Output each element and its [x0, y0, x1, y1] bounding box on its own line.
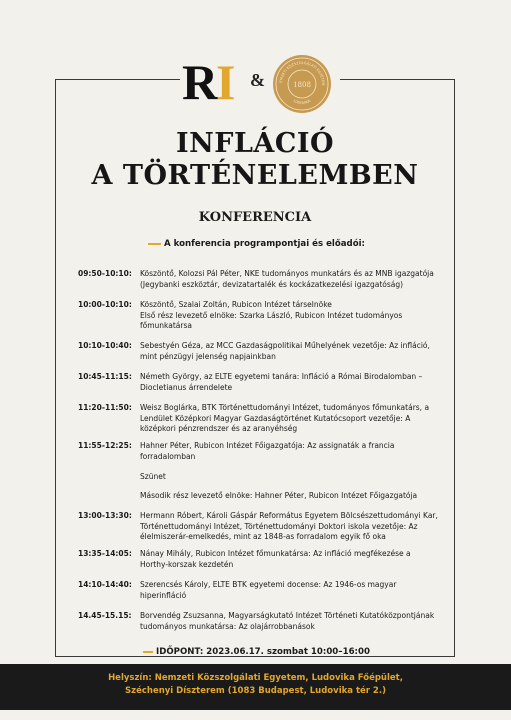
program-description-line: (Jegybanki eszköztár, devizatartalék és kockázatkezelési igazgatóság) [140, 279, 404, 289]
program-description-line: Köszöntő, Kolozsi Pál Péter, NKE tudományos munkatárs és az MNB igazgatója [140, 269, 434, 278]
program-description-line: élelmiszerár-emelkedés, mint az 1848-as forradalom egyik fő oka [140, 532, 386, 542]
program-description-line: Második rész levezető elnöke: Hahner Péter, Rubicon Intézet Főigazgatója [140, 491, 418, 500]
rubicon-logo-i: I [216, 54, 236, 110]
program-time: 10:10-10:40: [78, 341, 132, 350]
seal-center-text: 1808 [293, 81, 311, 89]
rubicon-logo-r: R [182, 54, 219, 110]
subtitle: KONFERENCIA [198, 210, 312, 225]
program-description-line: Első rész levezető elnöke: Szarka László, Rubicon Intézet tudományos [140, 310, 403, 320]
program-description-line: Szünet [140, 472, 166, 481]
venue-line-1: Helyszín: Nemzeti Közszolgálati Egyetem, Ludovika Főépület, [108, 673, 403, 683]
program-time: 09:50-10:10: [78, 269, 132, 278]
program-description-line: Nánay Mihály, Rubicon Intézet főmunkatársa: Az infláció megfékezése a [140, 549, 411, 558]
ampersand: & [250, 70, 265, 90]
program-intro [55, 239, 455, 249]
program-description [140, 441, 446, 462]
program-time: 14:10-14:40: [78, 580, 132, 589]
program-description [140, 269, 446, 290]
program-description-line: forradalomban [140, 451, 196, 461]
program-description-line: mint pénzügyi jelenség napjainkban [140, 351, 276, 361]
title-line-1: INFLÁCIÓ [175, 128, 335, 159]
logo-row [180, 52, 340, 114]
program-description-line: tudományos munkatársa: Az olajárrobbanások [140, 621, 315, 631]
program-description [140, 511, 446, 543]
program-description [140, 611, 446, 632]
program-intro-text: A konferencia programpontjai és előadói: [164, 239, 365, 249]
event-datetime-text: IDŐPONT: 2023.06.17. szombat 10:00–16:00 [156, 647, 370, 657]
accent-dash-icon [143, 651, 153, 653]
program-description-line: Weisz Boglárka, BTK Történettudományi Intézet, tudományos főmunkatárs, a [140, 403, 430, 412]
program-description-line: Köszöntő, Szalai Zoltán, Rubicon Intézet társelnöke [140, 300, 332, 309]
program-description-line: Hahner Péter, Rubicon Intézet Főigazgatója: Az assignaták a francia [140, 441, 395, 450]
program-description-line: Németh György, az ELTE egyetemi tanára: Infláció a Római Birodalomban – [140, 372, 423, 381]
title-line-2: A TÖRTÉNELEMBEN [91, 160, 419, 191]
program-description-line: Diocletianus árrendelete [140, 382, 233, 392]
venue-line-2: Széchenyi Díszterem (1083 Budapest, Ludovika tér 2.) [125, 686, 386, 696]
nke-seal-icon [272, 54, 332, 114]
program-time: 10:45-11:15: [78, 372, 132, 381]
program-description-line: főmunkatársa [140, 321, 192, 331]
program-time: 11:55-12:25: [78, 441, 132, 450]
venue-footer [0, 664, 511, 710]
program-description-line: Lendület Középkori Magyar Gazdaságtörténet Kutatócsoport vezetője: A [140, 413, 411, 423]
program-description [140, 341, 446, 362]
program-description-line: hiperinfláció [140, 590, 187, 600]
program-time: 10:00-10:10: [78, 300, 132, 309]
program-time: 11:20-11:50: [78, 403, 132, 412]
program-description [140, 491, 446, 502]
seal-text-bottom: LUDOVIKA [292, 98, 312, 106]
program-time: 14.45-15.15: [78, 611, 132, 620]
accent-dash-icon [148, 243, 161, 245]
seal-text-top: EMZETI KÖZSZOLGÁLATI EGYETEM [279, 60, 326, 86]
bottom-strip [0, 710, 511, 720]
program-time: 13:35-14:05: [78, 549, 132, 558]
program-description [140, 549, 446, 570]
program-description [140, 472, 446, 483]
program-description-line: Borvendég Zsuzsanna, Magyarságkutató Intézet Történeti Kutatóközpontjának [140, 611, 435, 620]
program-time: 13:00-13:30: [78, 511, 132, 520]
program-description [140, 580, 446, 601]
program-description [140, 403, 446, 435]
program-description-line: Történettudományi Intézet, Történettudományi Doktori iskola vezetője: Az [140, 521, 418, 531]
program-description-line: Szerencsés Károly, ELTE BTK egyetemi docense: Az 1946-os magyar [140, 580, 397, 589]
event-datetime [55, 647, 455, 657]
program-description [140, 300, 446, 332]
program-description-line: Hermann Róbert, Károli Gáspár Református Egyetem Bölcsészettudományi Kar, [140, 511, 438, 520]
program-description [140, 372, 446, 393]
program-description-line: középkori pénzrendszer és az aranyéhség [140, 424, 298, 434]
program-description-line: Horthy-korszak kezdetén [140, 559, 234, 569]
rubicon-logo [182, 54, 242, 110]
program-description-line: Sebestyén Géza, az MCC Gazdaságpolitikai Műhelyének vezetője: Az infláció, [140, 341, 430, 350]
